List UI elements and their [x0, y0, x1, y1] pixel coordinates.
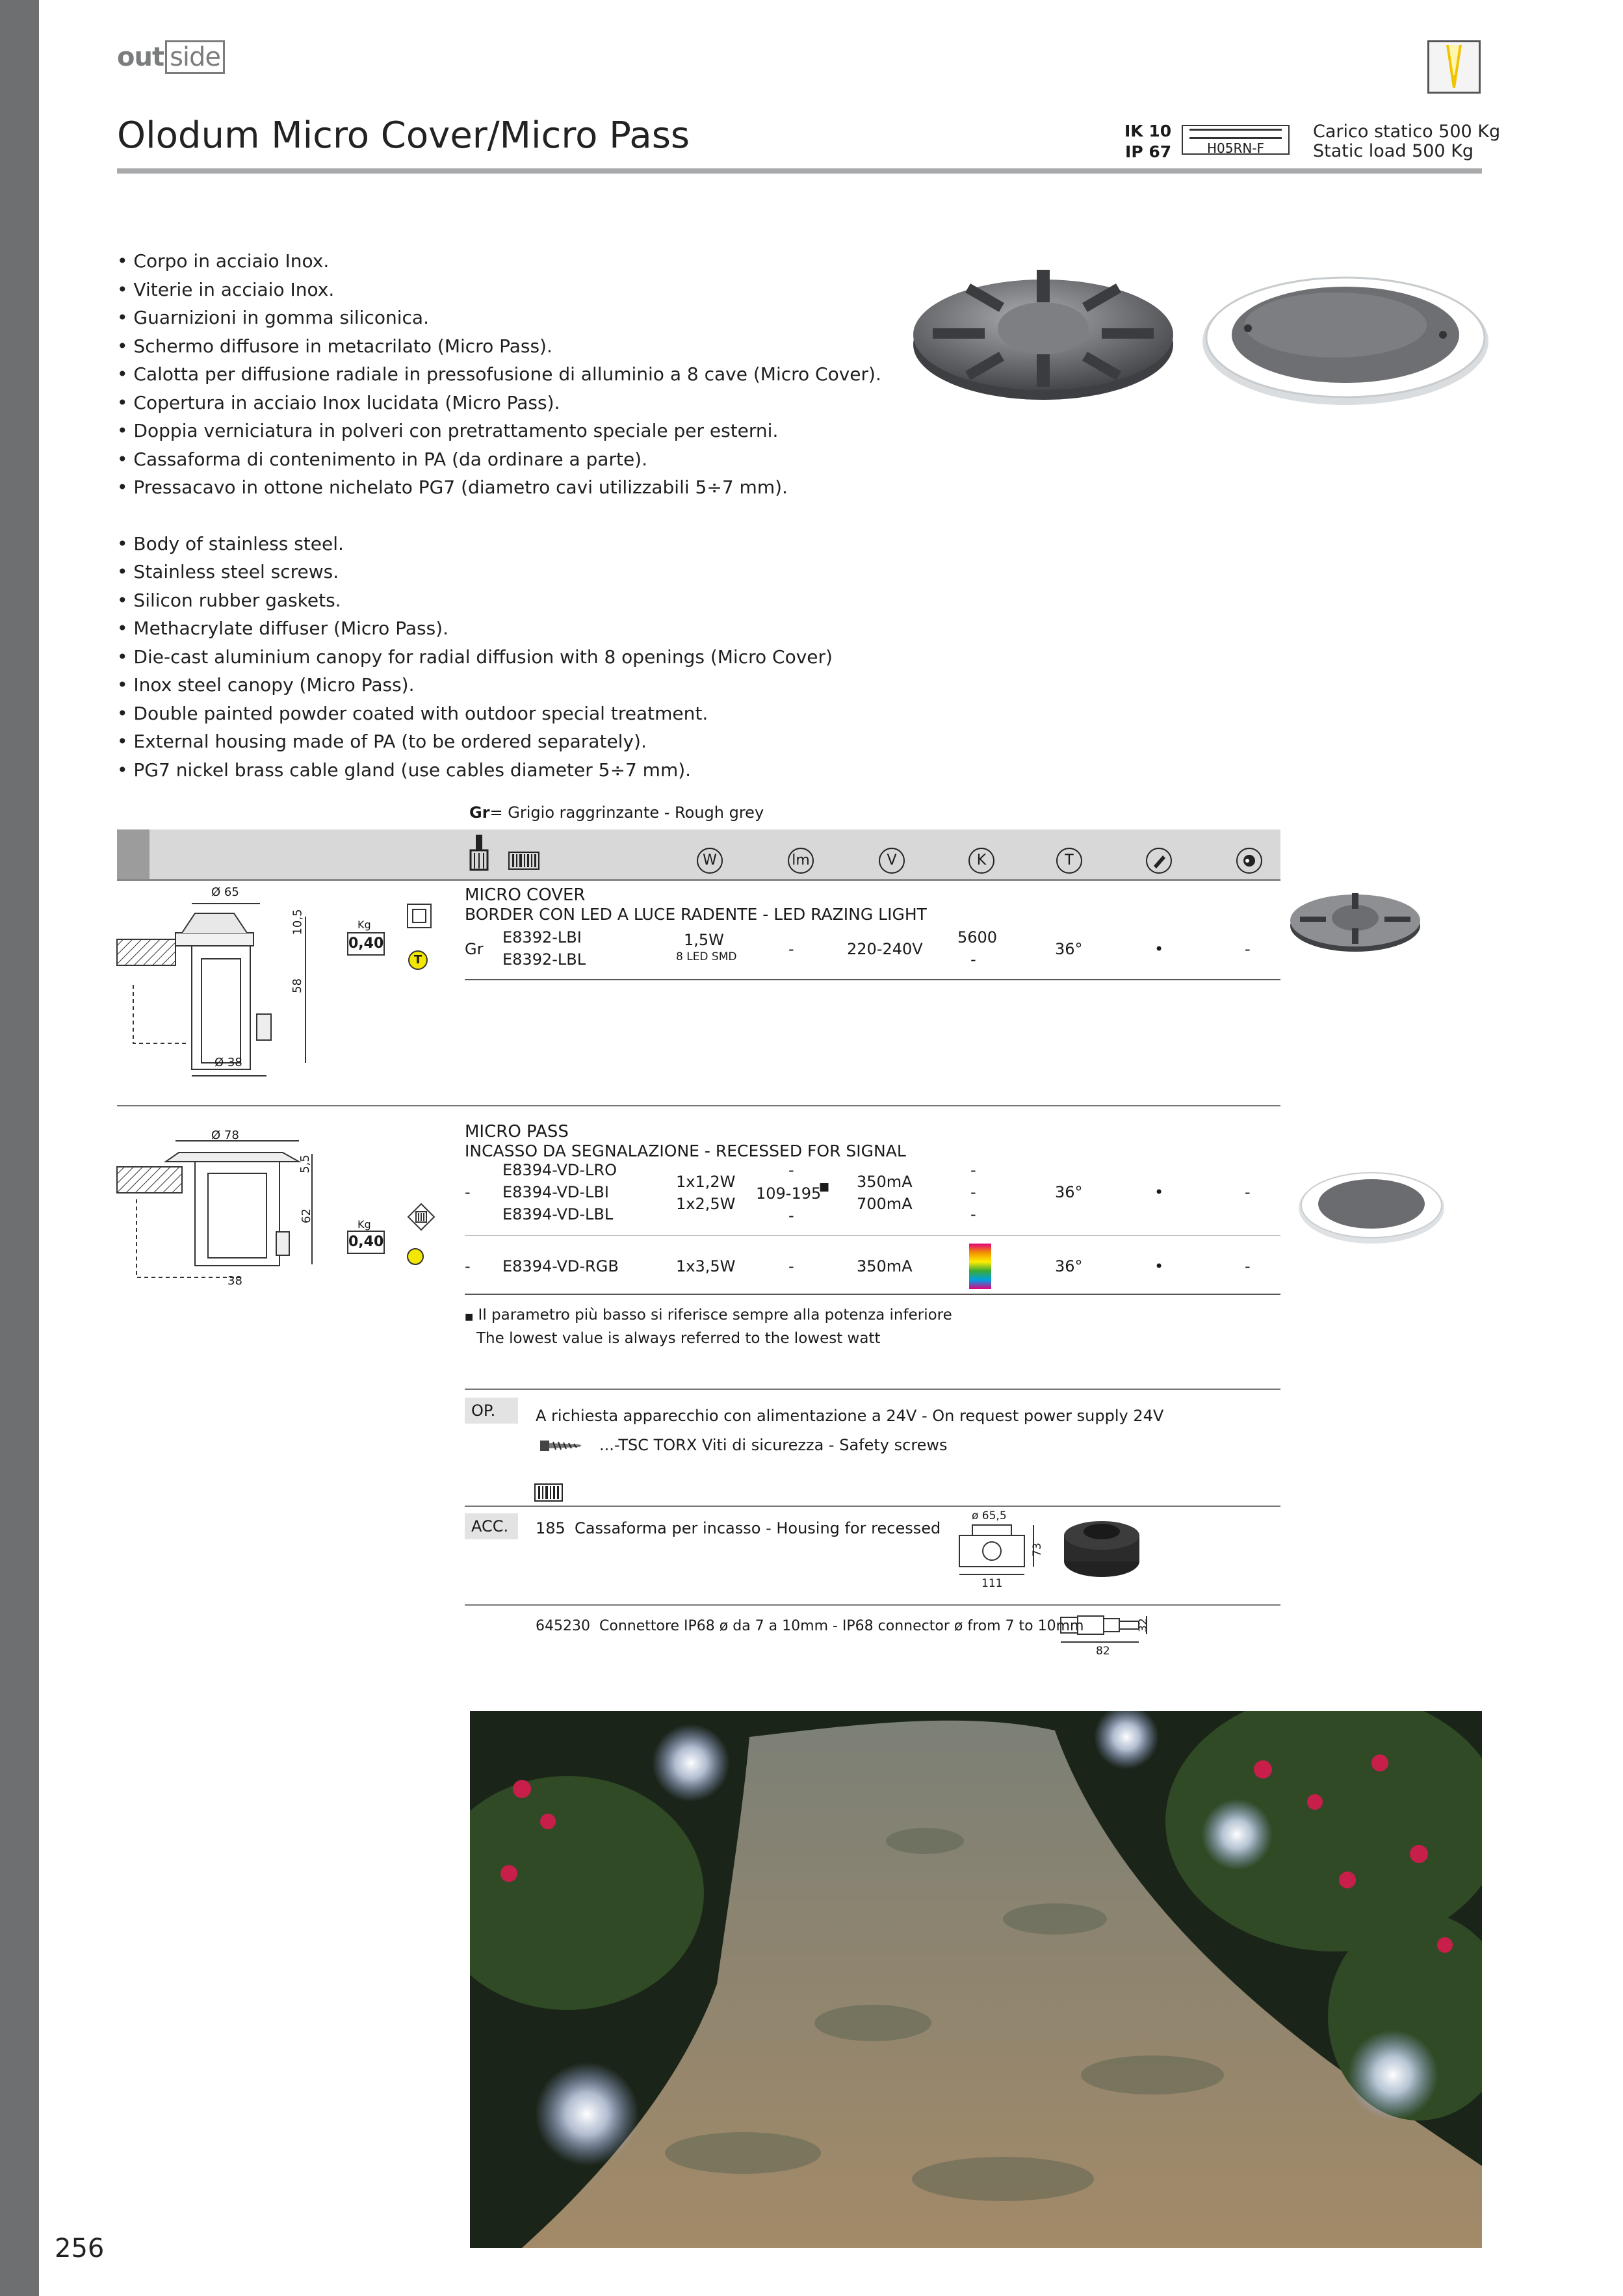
- cover-watt-note: 8 LED SMD: [676, 950, 737, 963]
- rgb-current: 350mA: [857, 1257, 913, 1275]
- feature-en-3: • Silicon rubber gaskets.: [117, 589, 341, 611]
- pass-current-2: 700mA: [857, 1195, 913, 1213]
- cover-finish: Gr: [465, 940, 484, 958]
- housing-dim-d: ø 65,5: [972, 1509, 1007, 1522]
- pass-weight: 0,40: [347, 1231, 385, 1254]
- header-divider: [117, 168, 1482, 174]
- screw-icon: [539, 1437, 583, 1457]
- features-list: [117, 247, 881, 784]
- rgb-color-swatch: [969, 1244, 991, 1289]
- options-divider: [465, 1389, 1280, 1390]
- pass-finish: -: [465, 1183, 471, 1201]
- feature-it-5: • Calotta per diffusione radiale in pressofusione di alluminio a 8 cave (Micro Cover).: [117, 363, 881, 385]
- options-label: OP.: [465, 1398, 518, 1424]
- feature-en-1: • Body of stainless steel.: [117, 532, 344, 554]
- feature-en-5: • Die-cast aluminium canopy for radial diffusion with 8 openings (Micro Cover): [117, 646, 833, 668]
- pass-emergency-flag: -: [1245, 1183, 1251, 1201]
- footnote: ■ Il parametro più basso si riferisce sempre alla potenza inferiore: [465, 1307, 952, 1324]
- cover-weight: 0,40: [347, 932, 385, 956]
- finish-brush-icon: [468, 833, 490, 875]
- pass-dim-flag: •: [1154, 1183, 1164, 1201]
- recessed-icon: [407, 1203, 435, 1234]
- accessory-2-code: 645230: [536, 1618, 590, 1634]
- pass-code-3: E8394-VD-LBL: [502, 1205, 614, 1223]
- pass-dim-top: Ø 78: [211, 1128, 239, 1142]
- static-load: Carico statico 500 Kg Static load 500 Kg: [1313, 122, 1501, 161]
- pass-current-1: 350mA: [857, 1173, 913, 1191]
- accessory-2-text: Connettore IP68 ø da 7 a 10mm - IP68 connector ø from 7 to 10mm: [599, 1618, 1084, 1634]
- cover-lumen: -: [788, 940, 794, 958]
- pass-lumen-mark: ■: [819, 1181, 830, 1194]
- watt-icon: W: [697, 848, 723, 874]
- accessory-barcode-icon: [534, 1483, 563, 1504]
- page-sidebar-strip: [0, 0, 39, 2296]
- light-beam-icon: [1427, 40, 1481, 94]
- section-divider: [117, 1105, 1280, 1106]
- micro-cover-title: MICRO COVER: [465, 885, 586, 905]
- rgb-angle: 36°: [1055, 1257, 1083, 1275]
- volt-icon: V: [879, 848, 905, 874]
- pass-kelvin-3: -: [970, 1205, 976, 1223]
- connector-dim-h: 32: [1136, 1618, 1150, 1632]
- feature-en-2: • Stainless steel screws.: [117, 561, 339, 582]
- page-title: Olodum Micro Cover/Micro Pass: [117, 114, 690, 157]
- rgb-code: E8394-VD-RGB: [502, 1257, 619, 1275]
- footnote-en: The lowest value is always referred to the lowest watt: [476, 1330, 881, 1347]
- feature-it-3: • Guarnizioni in gomma siliconica.: [117, 307, 429, 328]
- cover-dim-h1: 10,5: [291, 909, 305, 935]
- cover-row-divider: [465, 979, 1280, 980]
- dimmable-icon: [1146, 848, 1172, 874]
- led-bulb-icon: [407, 1248, 424, 1265]
- kelvin-icon: K: [968, 848, 994, 874]
- housing-dim-h: 73: [1030, 1543, 1044, 1557]
- feature-en-4: • Methacrylate diffuser (Micro Pass).: [117, 618, 448, 639]
- cover-code-2: E8392-LBL: [502, 950, 586, 969]
- feature-it-6: • Copertura in acciaio Inox lucidata (Micro Pass).: [117, 391, 560, 413]
- cover-kelvin-2: -: [970, 950, 976, 969]
- feature-it-9: • Pressacavo in ottone nichelato PG7 (diametro cavi utilizzabili 5÷7 mm).: [117, 476, 788, 498]
- temperature-class-icon: T: [408, 950, 428, 970]
- pass-code-2: E8394-VD-LBI: [502, 1183, 609, 1201]
- pass-dim-h2: 62: [299, 1208, 313, 1223]
- rgb-finish: -: [465, 1257, 471, 1275]
- cover-dim-top: Ø 65: [211, 885, 239, 899]
- housing-dim-w: 111: [981, 1577, 1003, 1590]
- cover-volt: 220-240V: [847, 940, 923, 958]
- rgb-row-divider: [465, 1294, 1280, 1295]
- accessory-1-text: Cassaforma per incasso - Housing for recessed: [575, 1519, 941, 1537]
- option-power-supply: A richiesta apparecchio con alimentazione a 24V - On request power supply 24V: [536, 1407, 1164, 1425]
- feature-it-1: • Corpo in acciaio Inox.: [117, 250, 330, 272]
- micro-pass-photo: [1199, 270, 1492, 409]
- pass-lumen-top: -: [788, 1161, 794, 1179]
- lumen-icon: lm: [788, 848, 814, 874]
- micro-pass-drawing: [110, 1134, 325, 1299]
- micro-cover-subtitle: BORDER CON LED A LUCE RADENTE - LED RAZING LIGHT: [465, 905, 927, 924]
- accessories-divider: [465, 1506, 1280, 1507]
- feature-it-8: • Cassaforma di contenimento in PA (da ordinare a parte).: [117, 448, 648, 470]
- cover-weight-unit: Kg: [357, 919, 371, 931]
- pass-angle: 36°: [1055, 1183, 1083, 1201]
- micro-pass-title: MICRO PASS: [465, 1122, 569, 1141]
- connector-dim-w: 82: [1096, 1645, 1110, 1658]
- feature-en-6: • Inox steel canopy (Micro Pass).: [117, 674, 415, 696]
- ik-rating: IK 10: [1124, 122, 1172, 140]
- pass-row-divider: [465, 1235, 1280, 1236]
- pass-kelvin-1: -: [970, 1161, 976, 1179]
- emergency-icon: [1236, 848, 1262, 874]
- cover-watt: 1,5W: [684, 931, 724, 949]
- accessories-label: ACC.: [465, 1513, 518, 1539]
- pass-lumen: 109-195: [756, 1184, 822, 1203]
- rgb-watt: 1x3,5W: [676, 1257, 736, 1275]
- feature-it-4: • Schermo diffusore in metacrilato (Micro Pass).: [117, 335, 552, 357]
- pass-watt-2: 1x2,5W: [676, 1195, 736, 1213]
- pass-dim-h1: 5,5: [298, 1155, 312, 1173]
- pass-lumen-bottom: -: [788, 1207, 794, 1225]
- page-number: 256: [55, 2234, 105, 2263]
- feature-it-7: • Doppia verniciatura in polveri con pretrattamento speciale per esterni.: [117, 420, 779, 441]
- cover-dim-bottom: Ø 38: [214, 1056, 242, 1069]
- cable-icon: [1189, 129, 1282, 139]
- feature-en-7: • Double painted powder coated with outdoor special treatment.: [117, 702, 708, 724]
- pass-watt-1: 1x1,2W: [676, 1173, 736, 1191]
- micro-pass-subtitle: INCASSO DA SEGNALAZIONE - RECESSED FOR SIGNAL: [465, 1141, 906, 1160]
- cable-type-badge: H05RN-F: [1182, 125, 1290, 155]
- pass-code-1: E8394-VD-LRO: [502, 1161, 617, 1179]
- feature-en-8: • External housing made of PA (to be ordered separately).: [117, 731, 647, 752]
- rgb-dim-flag: •: [1154, 1257, 1164, 1275]
- micro-pass-thumb: [1297, 1168, 1446, 1248]
- class-ii-icon: [407, 904, 432, 928]
- cover-emergency-flag: -: [1245, 940, 1251, 958]
- garden-path-photo: [470, 1711, 1482, 2248]
- rgb-lumen: -: [788, 1257, 794, 1275]
- brand-logo: out side: [117, 40, 225, 74]
- cover-angle: 36°: [1055, 940, 1083, 958]
- barcode-icon: [508, 852, 539, 872]
- rgb-emergency-flag: -: [1245, 1257, 1251, 1275]
- accessory-1-code: 185: [536, 1519, 565, 1537]
- micro-cover-thumb: [1287, 885, 1423, 959]
- finish-legend: Gr= Grigio raggrinzante - Rough grey: [469, 803, 764, 822]
- table-header-underline: [117, 879, 1280, 881]
- ip-rating: IP 67: [1125, 142, 1172, 161]
- housing-photo: [1059, 1516, 1144, 1584]
- pass-weight-unit: Kg: [357, 1218, 371, 1231]
- feature-en-9: • PG7 nickel brass cable gland (use cables diameter 5÷7 mm).: [117, 759, 692, 781]
- micro-cover-photo: [907, 263, 1180, 409]
- cover-dim-h2: 58: [290, 978, 304, 993]
- cover-kelvin-1: 5600: [957, 928, 998, 946]
- accessory-divider: [465, 1604, 1280, 1606]
- option-torx-screws: ...-TSC TORX Viti di sicurezza - Safety screws: [599, 1436, 948, 1454]
- temperature-icon: T: [1056, 848, 1082, 874]
- pass-dim-bottom: 38: [227, 1274, 242, 1288]
- pass-kelvin-2: -: [970, 1183, 976, 1201]
- protection-ratings: [1124, 121, 1171, 163]
- cover-code-1: E8392-LBI: [502, 928, 582, 946]
- cover-dim-flag: •: [1154, 940, 1164, 958]
- feature-it-2: • Viterie in acciaio Inox.: [117, 278, 335, 300]
